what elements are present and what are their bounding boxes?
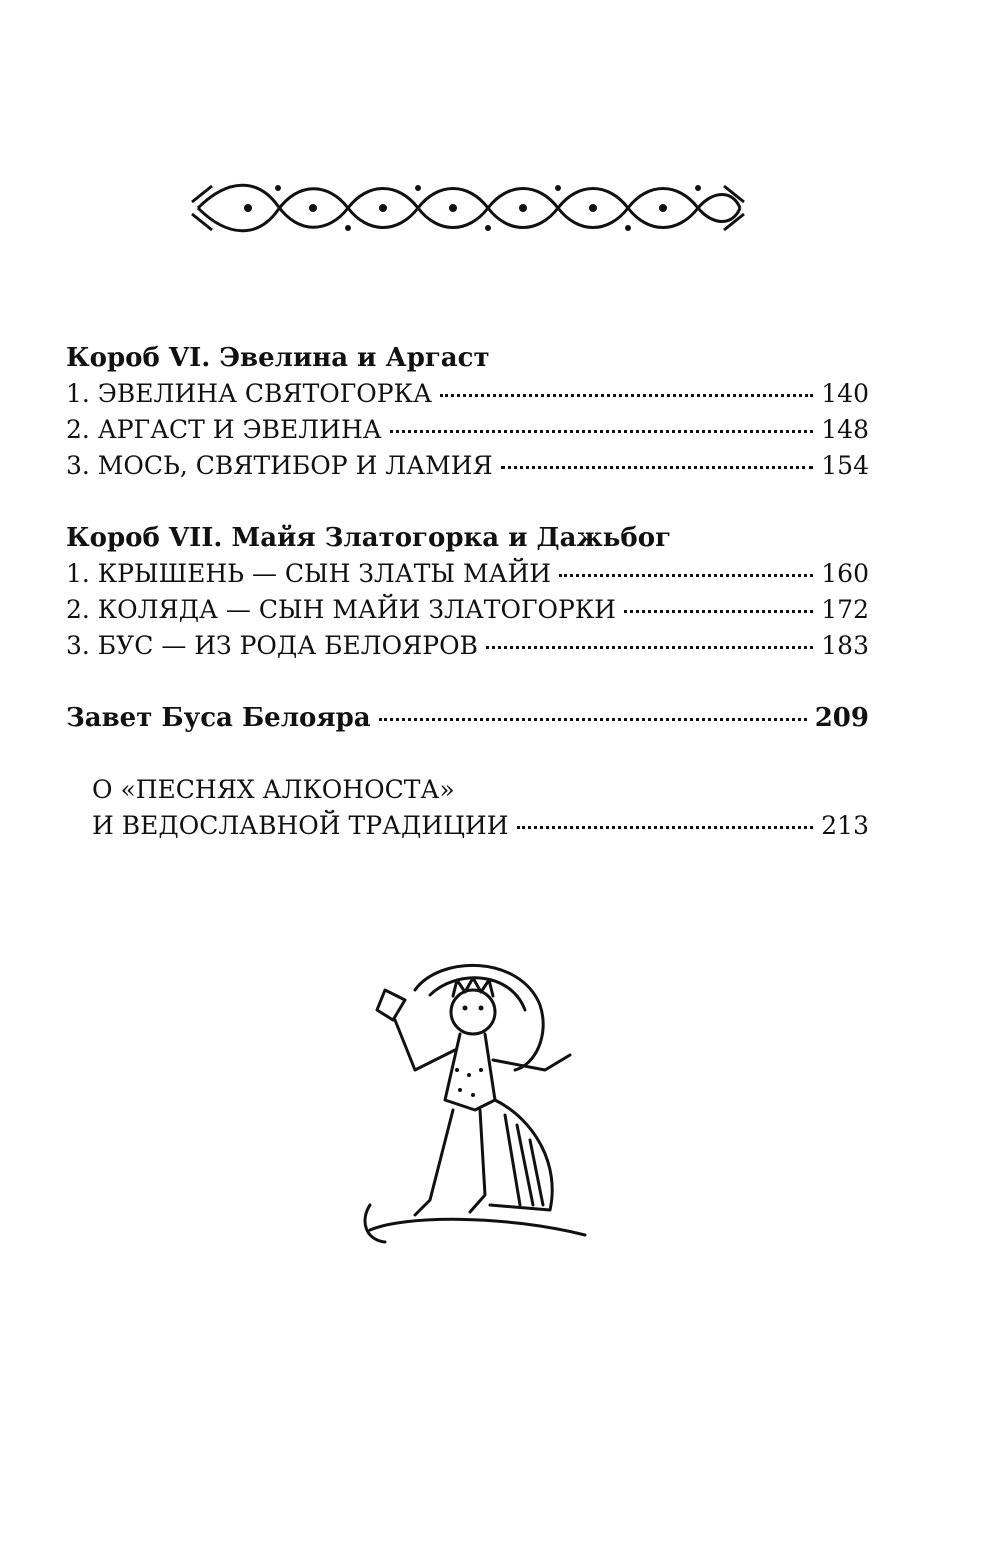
toc-entry[interactable] [66, 448, 869, 484]
toc-entry[interactable] [66, 628, 869, 664]
dot-leader [379, 718, 807, 721]
entry-label: 3. МОСЬ, СВЯТИБОР И ЛАМИЯ [66, 451, 493, 480]
toc-entry[interactable] [66, 700, 869, 736]
dot-leader [559, 574, 813, 577]
page-number: 160 [821, 559, 869, 588]
toc-entry[interactable] [66, 592, 869, 628]
entry-label: 3. БУС — ИЗ РОДА БЕЛОЯРОВ [66, 631, 478, 660]
toc-afterword [66, 772, 869, 844]
page-number: 209 [814, 703, 869, 733]
section-title: Короб VII. Майя Златогорка и Дажьбог [66, 523, 672, 553]
entry-label: 1. ЭВЕЛИНА СВЯТОГОРКА [66, 379, 432, 408]
page-number: 148 [821, 415, 869, 444]
toc-section-6 [66, 340, 869, 484]
dot-leader [390, 430, 813, 433]
toc-section-7 [66, 520, 869, 664]
section-title: Короб VI. Эвелина и Аргаст [66, 343, 490, 373]
entry-label: И ВЕДОСЛАВНОЙ ТРАДИЦИИ [92, 811, 509, 840]
entry-label: 2. КОЛЯДА — СЫН МАЙИ ЗЛАТОГОРКИ [66, 595, 616, 624]
page-number: 140 [821, 379, 869, 408]
dot-leader [486, 646, 813, 649]
table-of-contents [66, 340, 869, 880]
entry-label: 1. КРЫШЕНЬ — СЫН ЗЛАТЫ МАЙИ [66, 559, 552, 588]
page-number: 213 [821, 811, 869, 840]
dot-leader [501, 466, 813, 469]
toc-entry[interactable] [66, 376, 869, 412]
page-number: 172 [821, 595, 869, 624]
ornament-icon [188, 168, 748, 246]
toc-entry[interactable] [66, 412, 869, 448]
dancing-figure-illustration [345, 950, 595, 1250]
dot-leader [517, 826, 814, 829]
dot-leader [440, 394, 813, 397]
entry-label: 2. АРГАСТ И ЭВЕЛИНА [66, 415, 382, 444]
entry-label: О «ПЕСНЯХ АЛКОНОСТА» [92, 775, 455, 804]
entry-label: Завет Буса Белояра [66, 703, 371, 733]
page-number: 183 [821, 631, 869, 660]
dot-leader [624, 610, 813, 613]
toc-entry[interactable] [66, 556, 869, 592]
toc-entry[interactable] [66, 808, 869, 844]
page-number: 154 [821, 451, 869, 480]
toc-testament [66, 700, 869, 736]
